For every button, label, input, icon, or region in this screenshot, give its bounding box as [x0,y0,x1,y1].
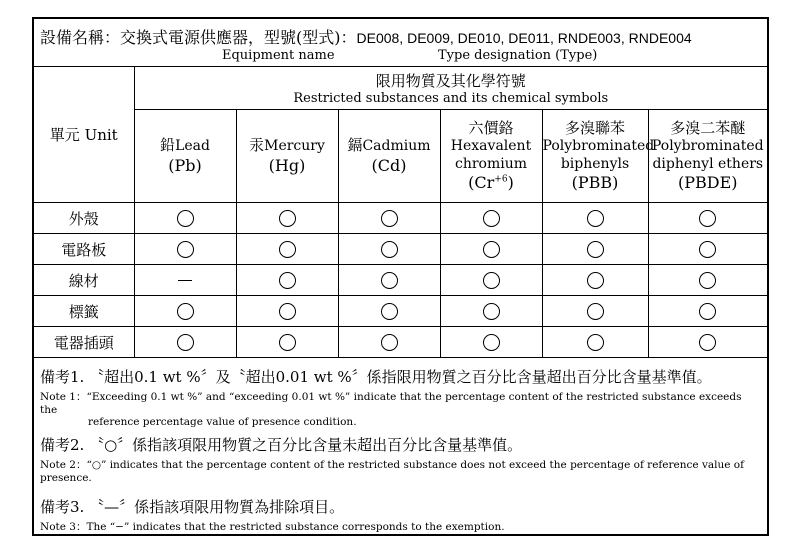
not-exceeding-mark [648,296,767,327]
circle-icon [483,303,500,320]
not-exceeding-mark [648,327,767,358]
exemption-mark [134,265,236,296]
table-row [34,203,767,234]
table-row [34,265,767,296]
restricted-substances-header [134,67,767,110]
circle-icon [483,210,500,227]
type-designation-en: Type designation (Type) [438,47,598,63]
circle-icon [177,303,194,320]
restricted-zh: 限用物質及其化學符號 [375,72,526,90]
not-exceeding-mark [440,296,542,327]
not-exceeding-mark [542,265,648,296]
not-exceeding-mark [338,327,440,358]
row-label: 標籤 [34,296,134,327]
circle-icon [587,272,604,289]
row-label: 電路板 [34,234,134,265]
equipment-name-en: Equipment name [222,47,335,63]
restricted-en: Restricted substances and its chemical symbols [293,91,609,106]
note3-en: Note 3：The “−” indicates that the restricted substance corresponds to the exemption. [40,521,505,533]
circle-icon [699,210,716,227]
note3-zh: 備考3. 〝—〞係指該項限用物質為排除項目。 [40,498,345,516]
notes-block [34,358,767,547]
circle-icon [279,303,296,320]
note2-en: Note 2：“○” indicates that the percentage content of the restricted substance does not exceed the percentage of reference value of presence. [40,459,745,484]
rohs-declaration-document [32,17,769,536]
not-exceeding-mark [134,296,236,327]
row-label: 線材 [34,265,134,296]
not-exceeding-mark [440,327,542,358]
circle-icon [587,303,604,320]
not-exceeding-mark [338,265,440,296]
circle-icon [381,210,398,227]
not-exceeding-mark [542,203,648,234]
circle-icon [699,241,716,258]
note2-zh: 備考2. 〝○〞係指該項限用物質之百分比含量未超出百分比含量基準值。 [40,436,523,454]
not-exceeding-mark [236,327,338,358]
circle-icon [699,303,716,320]
not-exceeding-mark [134,203,236,234]
substance-pbde: 多溴二苯醚 Polybrominated diphenyl ethers (PBDE) [648,110,767,203]
circle-icon [381,334,398,351]
note1-zh: 備考1. 〝超出0.1 wt %〞及〝超出0.01 wt %〞係指限用物質之百分比含量超出百分比含量基準值。 [40,368,712,386]
circle-icon [587,241,604,258]
not-exceeding-mark [236,203,338,234]
not-exceeding-mark [648,265,767,296]
substance-mercury: 汞Mercury (Hg) [236,110,338,203]
circle-icon [381,303,398,320]
circle-icon [279,210,296,227]
circle-icon [587,210,604,227]
not-exceeding-mark [648,234,767,265]
title-zh: 設備名稱：交換式電源供應器，型號(型式)： [40,27,357,47]
substance-cadmium: 鎘Cadmium (Cd) [338,110,440,203]
not-exceeding-mark [134,234,236,265]
circle-icon [279,241,296,258]
note1-en-cont: reference percentage value of presence condition. [88,416,357,428]
circle-icon [177,241,194,258]
circle-icon [279,334,296,351]
substance-hexavalent-chromium: 六價鉻 Hexavalent chromium $(Cr^{+6})$ [440,110,542,203]
not-exceeding-mark [440,203,542,234]
not-exceeding-mark [648,203,767,234]
row-label: 外殼 [34,203,134,234]
note1-en: Note 1：“Exceeding 0.1 wt %” and “exceeding 0.01 wt %” indicate that the percentage content of the restricted substance exceeds the [40,391,742,416]
row-label: 電器插頭 [34,327,134,358]
title-block [34,19,767,67]
not-exceeding-mark [542,327,648,358]
not-exceeding-mark [134,327,236,358]
not-exceeding-mark [440,234,542,265]
substance-lead: 鉛Lead (Pb) [134,110,236,203]
circle-icon [699,272,716,289]
not-exceeding-mark [236,265,338,296]
restricted-substances-table [34,19,767,546]
table-row [34,234,767,265]
not-exceeding-mark [542,234,648,265]
not-exceeding-mark [338,234,440,265]
circle-icon [177,334,194,351]
table-row [34,296,767,327]
not-exceeding-mark [236,234,338,265]
not-exceeding-mark [236,296,338,327]
dash-icon [178,280,192,281]
circle-icon [587,334,604,351]
circle-icon [381,272,398,289]
not-exceeding-mark [542,296,648,327]
not-exceeding-mark [440,265,542,296]
not-exceeding-mark [338,296,440,327]
circle-icon [381,241,398,258]
unit-header: 單元 Unit [34,67,134,203]
circle-icon [699,334,716,351]
circle-icon [177,210,194,227]
table-row [34,327,767,358]
not-exceeding-mark [338,203,440,234]
circle-icon [483,334,500,351]
circle-icon [483,272,500,289]
type-codes: DE008, DE009, DE010, DE011, RNDE003, RNDE004 [356,29,692,46]
substance-pbb: 多溴聯苯 Polybrominated biphenyls (PBB) [542,110,648,203]
circle-icon [483,241,500,258]
circle-icon [279,272,296,289]
